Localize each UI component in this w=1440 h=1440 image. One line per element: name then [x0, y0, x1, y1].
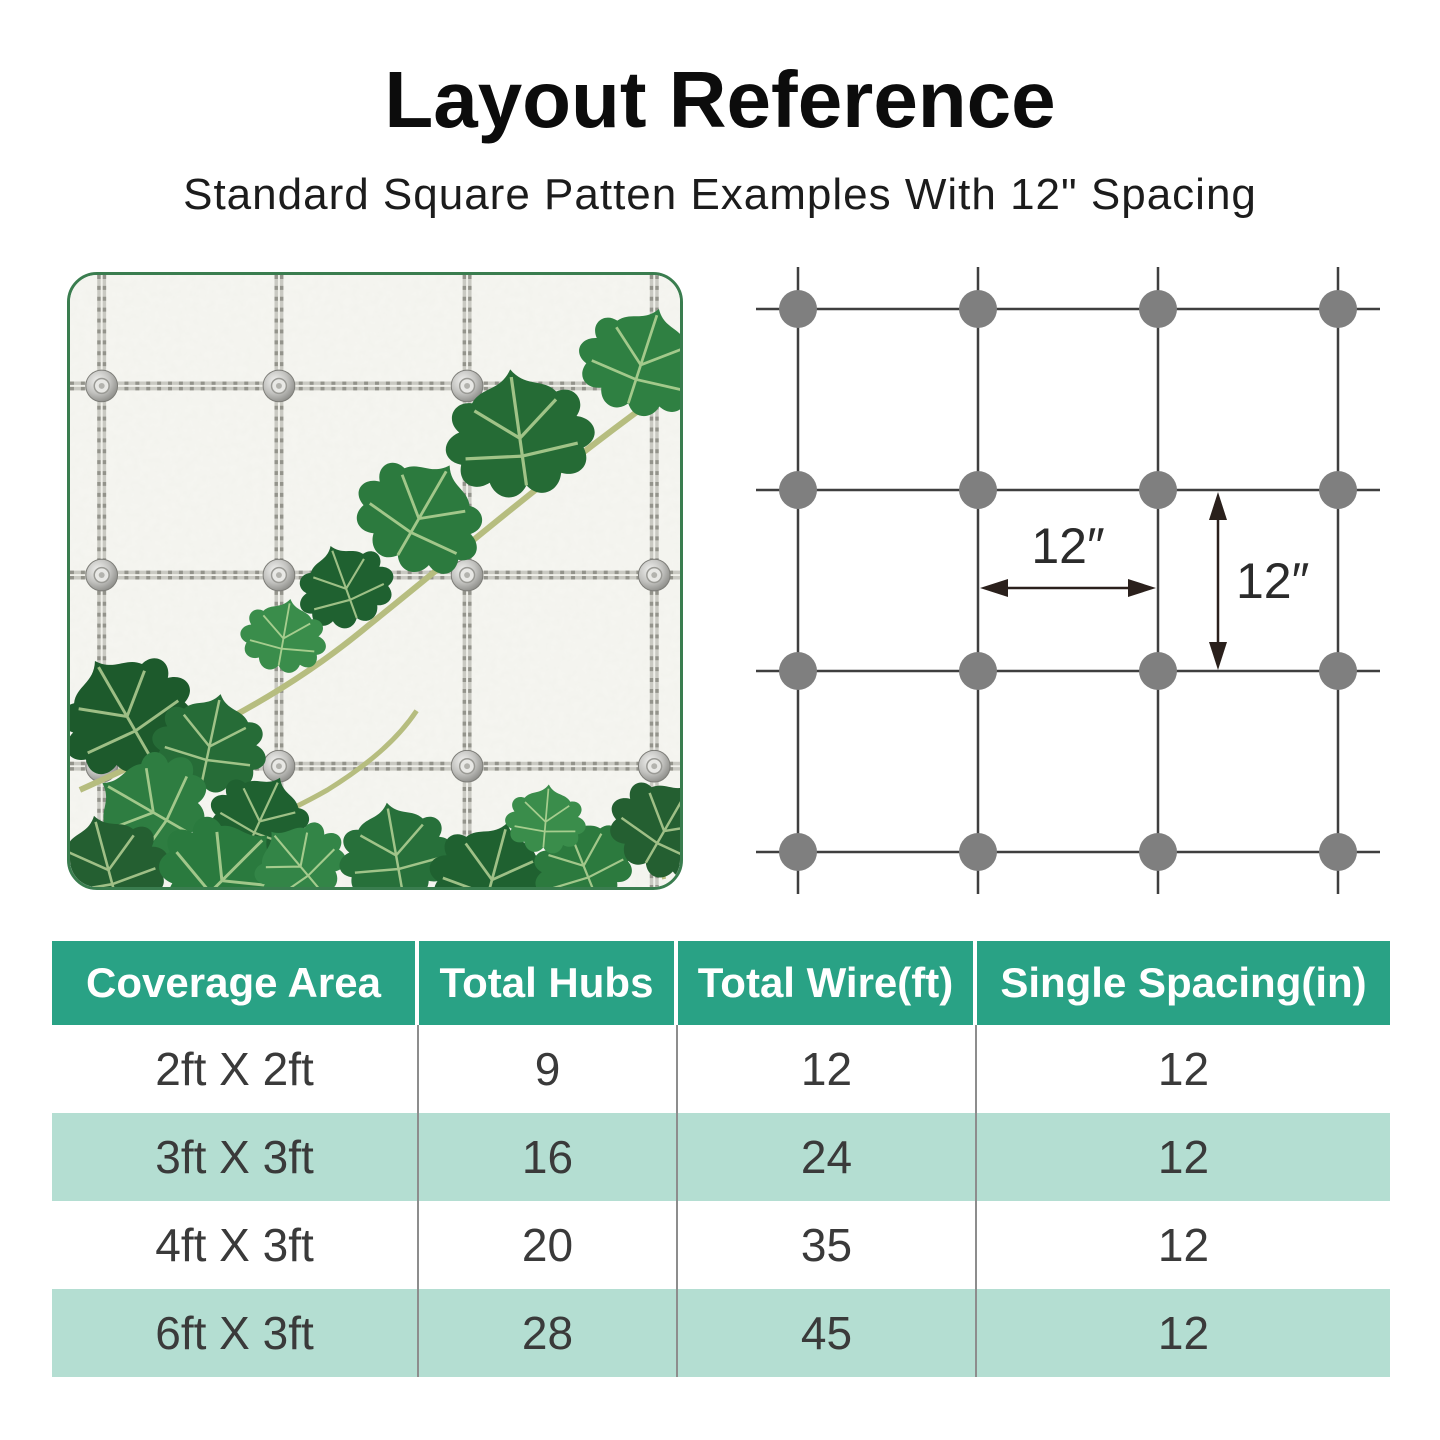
- trellis-photo: [67, 272, 683, 890]
- table-cell: 12: [1157, 1131, 1210, 1183]
- table-cell: 6ft X 3ft: [52, 1289, 419, 1377]
- table-cell: 24: [678, 1113, 977, 1201]
- table-cell: 9: [419, 1025, 678, 1113]
- table-header-row: [52, 941, 1390, 1025]
- table-cell: 35: [678, 1201, 977, 1289]
- table-cell: 16: [419, 1113, 678, 1201]
- table-cell: 45: [678, 1289, 977, 1377]
- horizontal-spacing-label: 12″: [1031, 518, 1105, 574]
- header-cell-total-hubs: Total Hubs: [419, 941, 678, 1025]
- horizontal-dimension-arrow: [980, 579, 1156, 597]
- page-subtitle: Standard Square Patten Examples With 12" Spacing: [183, 170, 1257, 219]
- vertical-spacing-label: 12″: [1236, 553, 1310, 609]
- table-cell: 4ft X 3ft: [52, 1201, 419, 1289]
- header-cell-single-spacing: Single Spacing(in): [977, 941, 1390, 1025]
- table-cell: 12: [1157, 1307, 1210, 1359]
- trellis-photo-art: [70, 275, 680, 887]
- table-cell: 3ft X 3ft: [52, 1113, 419, 1201]
- header-cell-coverage-area: Coverage Area: [52, 941, 419, 1025]
- grid-pattern-diagram: [740, 245, 1440, 945]
- vertical-dimension-arrow: [1209, 492, 1227, 670]
- table-cell: 12: [678, 1025, 977, 1113]
- table-cell: 12: [1157, 1043, 1210, 1095]
- table-row-4x3: [52, 1201, 1390, 1289]
- table-row-6x3: [52, 1289, 1390, 1377]
- page-title: Layout Reference: [384, 55, 1056, 144]
- table-cell: 28: [419, 1289, 678, 1377]
- table-row-2x2: [52, 1025, 1390, 1113]
- table-cell: 2ft X 2ft: [52, 1025, 419, 1113]
- layout-table: [52, 941, 1390, 1377]
- table-cell: 20: [419, 1201, 678, 1289]
- header-cell-total-wire: Total Wire(ft): [678, 941, 977, 1025]
- table-row-3x3: [52, 1113, 1390, 1201]
- table-cell: 12: [1157, 1219, 1210, 1271]
